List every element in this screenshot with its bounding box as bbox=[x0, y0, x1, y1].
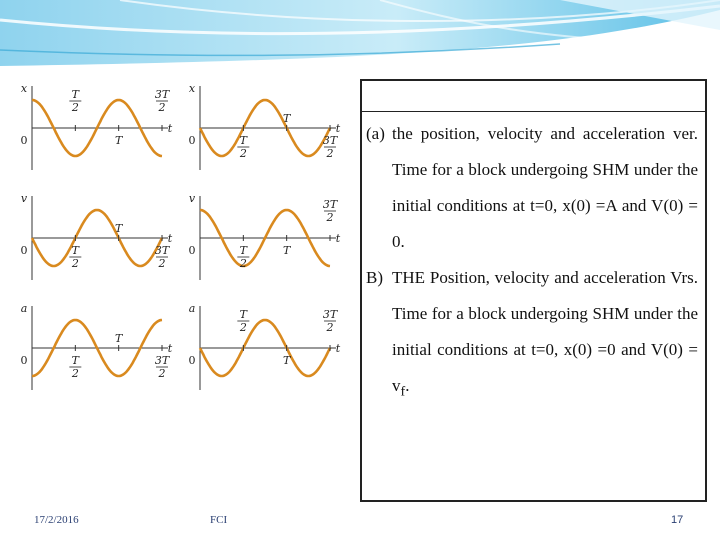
plot-r3-left-tick-label-top-0: T bbox=[114, 332, 123, 345]
plot-r2-left-tick-label-bot-0-num: T bbox=[71, 244, 80, 257]
plot-r2-left-origin: 0 bbox=[20, 244, 28, 257]
plot-r2-right-tick-label-bot-0-den: 2 bbox=[239, 257, 247, 270]
paragraph-b-label: B) bbox=[366, 268, 383, 287]
plot-r3-right-tick-label-top-0-den: 2 bbox=[239, 321, 247, 334]
plot-r1-left-y-label: x bbox=[20, 82, 28, 95]
plot-r3-left-tick-label-bot-1-den: 2 bbox=[158, 367, 166, 380]
plot-r2-right-tick-label-top-0-num: 3T bbox=[322, 198, 338, 211]
plot-r1-right-tick-label-bot-0-num: T bbox=[239, 134, 248, 147]
plot-r2-right-t-label: t bbox=[335, 232, 341, 245]
plot-r2-right-tick-label-top-0-den: 2 bbox=[326, 211, 334, 224]
plot-r3-right-t-label: t bbox=[335, 342, 341, 355]
plot-r2-right-tick-label-bot-0-num: T bbox=[239, 244, 248, 257]
plot-r3-left-origin: 0 bbox=[20, 354, 28, 367]
plot-r3-left-tick-label-bot-0-den: 2 bbox=[71, 367, 79, 380]
paragraph-a-label: (a) bbox=[366, 124, 385, 143]
page-number: 17 bbox=[671, 514, 684, 526]
paragraph-b-text: THE Position, velocity and acceleration Vrs. Time for a block undergoing SHM under the initial conditions at t=0, x(0) =0 and $V(0) = v_f$. bbox=[392, 268, 698, 400]
plot-r3-right-origin: 0 bbox=[188, 354, 196, 367]
plot-r3-right-tick-label-top-1-num: 3T bbox=[322, 308, 338, 321]
plot-r3-right-tick-label-bot-0: T bbox=[282, 354, 291, 367]
plot-r2-left-tick-label-bot-0-den: 2 bbox=[71, 257, 79, 270]
plot-r2-left-tick-label-bot-1-num: 3T bbox=[154, 244, 170, 257]
footer-center: FCI bbox=[210, 514, 228, 526]
paragraph-a-text: the position, velocity and acceleration ver. Time for a block undergoing SHM under the initial conditions at t=0, x(0) =A and V(0) = 0. bbox=[392, 124, 698, 251]
plot-r1-right-tick-label-bot-0-den: 2 bbox=[239, 147, 247, 160]
plot-r3-left-tick-label-bot-0-num: T bbox=[71, 354, 80, 367]
plot-r2-right-y-label: v bbox=[188, 192, 196, 205]
plot-r2-left-t-label: t bbox=[167, 232, 173, 245]
plot-r2-right-origin: 0 bbox=[188, 244, 196, 257]
plot-r1-left-t-label: t bbox=[167, 122, 173, 135]
plot-r2-left-tick-label-top-0: T bbox=[114, 222, 123, 235]
plot-r1-left-tick-label-top-1-num: 3T bbox=[154, 88, 170, 101]
plot-r1-left-tick-label-top-0-den: 2 bbox=[71, 101, 79, 114]
plot-r3-right-tick-label-top-1-den: 2 bbox=[326, 321, 334, 334]
plot-r1-left-tick-label-bot-0: T bbox=[114, 134, 123, 147]
plot-r1-right-t-label: t bbox=[335, 122, 341, 135]
plot-r1-right-tick-label-bot-1-num: 3T bbox=[322, 134, 338, 147]
header-banner bbox=[0, 0, 720, 70]
plot-r1-right-tick-label-bot-1-den: 2 bbox=[326, 147, 334, 160]
plot-r2-left-tick-label-bot-1-den: 2 bbox=[158, 257, 166, 270]
plot-r3-left-t-label: t bbox=[167, 342, 173, 355]
plot-r3-right-y-label: a bbox=[188, 302, 196, 315]
subscript-f: f bbox=[400, 383, 406, 400]
plot-r1-left-origin: 0 bbox=[20, 134, 28, 147]
plot-r1-right-tick-label-top-0: T bbox=[282, 112, 291, 125]
footer-date: 17/2/2016 bbox=[34, 514, 79, 526]
box-divider bbox=[362, 111, 705, 112]
plot-r2-right-tick-label-bot-1: T bbox=[282, 244, 291, 257]
plot-r3-left-tick-label-bot-1-num: 3T bbox=[154, 354, 170, 367]
plot-r1-left-tick-label-top-1-den: 2 bbox=[158, 101, 166, 114]
plot-r1-right-y-label: x bbox=[188, 82, 196, 95]
plot-r3-left-y-label: a bbox=[20, 302, 28, 315]
plot-r3-right-tick-label-top-0-num: T bbox=[239, 308, 248, 321]
paragraph-b bbox=[366, 260, 698, 409]
shm-graphs bbox=[16, 74, 356, 404]
plot-r1-left-tick-label-top-0-num: T bbox=[71, 88, 80, 101]
paragraph-a bbox=[366, 116, 698, 260]
plot-r1-right-origin: 0 bbox=[188, 134, 196, 147]
plot-r2-left-y-label: v bbox=[20, 192, 28, 205]
